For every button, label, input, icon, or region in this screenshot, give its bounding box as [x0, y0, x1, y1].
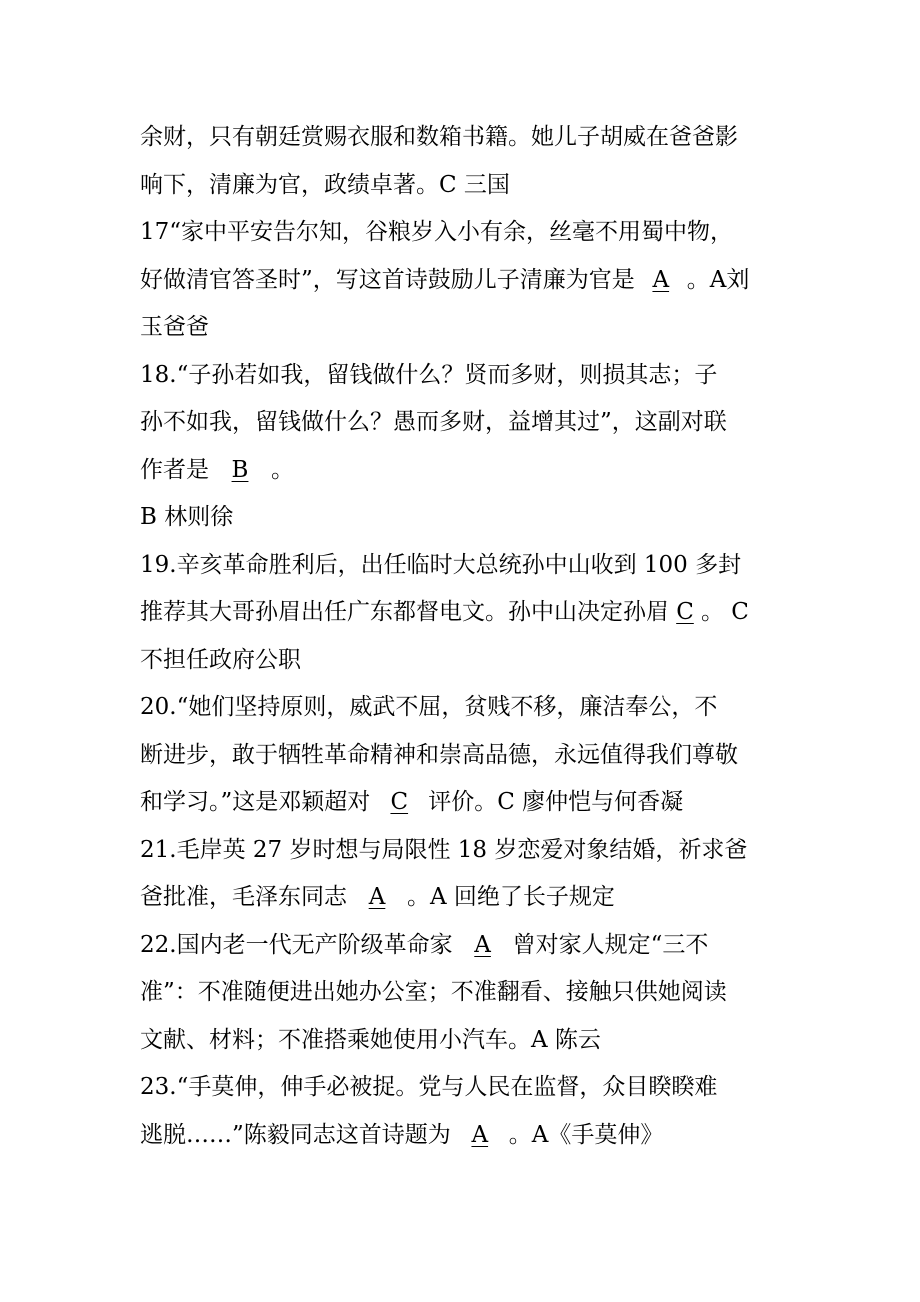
text-segment: 爸批准，毛泽东同志 — [140, 884, 347, 910]
text-line — [140, 732, 790, 780]
text-line — [140, 352, 790, 400]
text-line — [140, 162, 790, 210]
text-segment: 23.“手莫伸，伸手必被捉。党与人民在监督，众目睽睽难 — [140, 1074, 718, 1100]
text-segment: 。 C — [701, 599, 749, 625]
text-segment: 18.“子孙若如我，留钱做什么？贤而多财，则损其志；子 — [140, 361, 718, 388]
text-segment: 和学习。”这是邓颖超对 — [140, 789, 371, 815]
text-segment: 曾对家人规定“三不 — [512, 931, 709, 958]
answer-blank: A — [471, 1121, 489, 1148]
text-line — [140, 1064, 790, 1112]
text-line — [140, 542, 790, 590]
text-line — [140, 209, 790, 257]
text-segment: 不担任政府公职 — [140, 646, 301, 673]
text-line — [140, 684, 790, 732]
text-segment: 余财，只有朝廷赏赐衣服和数箱书籍。她儿子胡威在爸爸影 — [140, 124, 738, 150]
answer-blank: A — [474, 931, 491, 958]
text-segment: 孙不如我，留钱做什么？愚而多财，益增其过”，这副对联 — [140, 409, 727, 435]
text-line — [140, 1112, 790, 1160]
text-segment: B 林则徐 — [140, 504, 234, 530]
text-segment: 19.辛亥革命胜利后，出任临时大总统孙中山收到 100 多封 — [140, 551, 742, 578]
text-segment: 20.“她们坚持原则，威武不屈，贫贱不移，廉洁奉公，不 — [140, 694, 718, 720]
text-line — [140, 589, 790, 637]
text-segment: 准”：不准随便进出她办公室；不准翻看、接触只供她阅读 — [140, 979, 727, 1005]
text-segment: 响下，清廉为官，政绩卓著。C 三国 — [140, 171, 510, 198]
text-line — [140, 399, 790, 447]
text-segment: 。 — [271, 456, 294, 483]
text-segment: 玉爸爸 — [140, 314, 209, 340]
text-line — [140, 447, 790, 495]
text-segment: 文献、材料；不准搭乘她使用小汽车。A 陈云 — [140, 1026, 601, 1053]
text-line — [140, 827, 790, 875]
text-line — [140, 257, 790, 305]
text-segment: 好做清官答圣时”，写这首诗鼓励儿子清廉为官是 — [140, 266, 635, 293]
text-segment: 。A《手莫伸》 — [508, 1121, 664, 1148]
text-line — [140, 779, 790, 827]
text-segment: 21.毛岸英 27 岁时想与局限性 18 岁恋爱对象结婚，祈求爸 — [140, 836, 748, 863]
text-segment: 作者是 — [140, 456, 209, 483]
answer-blank: C — [676, 599, 694, 625]
text-line — [140, 922, 790, 970]
text-line — [140, 637, 790, 685]
text-segment: 断进步，敢于牺牲革命精神和崇高品德，永远值得我们尊敬 — [140, 741, 738, 768]
text-segment: 逃脱……”陈毅同志这首诗题为 — [140, 1121, 451, 1148]
answer-blank: A — [652, 266, 670, 293]
text-line — [140, 304, 790, 352]
text-line — [140, 114, 790, 162]
text-segment: 17“家中平安告尔知，谷粮岁入小有余，丝毫不用蜀中物， — [140, 219, 734, 245]
text-line — [140, 969, 790, 1017]
text-segment: 评价。C 廖仲恺与何香凝 — [428, 789, 684, 815]
text-line — [140, 874, 790, 922]
answer-blank: B — [231, 456, 249, 483]
text-segment: 22.国内老一代无产阶级革命家 — [140, 931, 453, 958]
answer-blank: A — [368, 884, 386, 910]
text-segment: 。A刘 — [686, 266, 750, 293]
document-page — [140, 114, 790, 1159]
text-segment: 推荐其大哥孙眉出任广东都督电文。孙中山决定孙眉 — [140, 599, 669, 625]
text-line — [140, 494, 790, 542]
answer-blank: C — [390, 789, 409, 815]
text-segment: 。A 回绝了长子规定 — [407, 884, 615, 910]
text-line — [140, 1017, 790, 1065]
